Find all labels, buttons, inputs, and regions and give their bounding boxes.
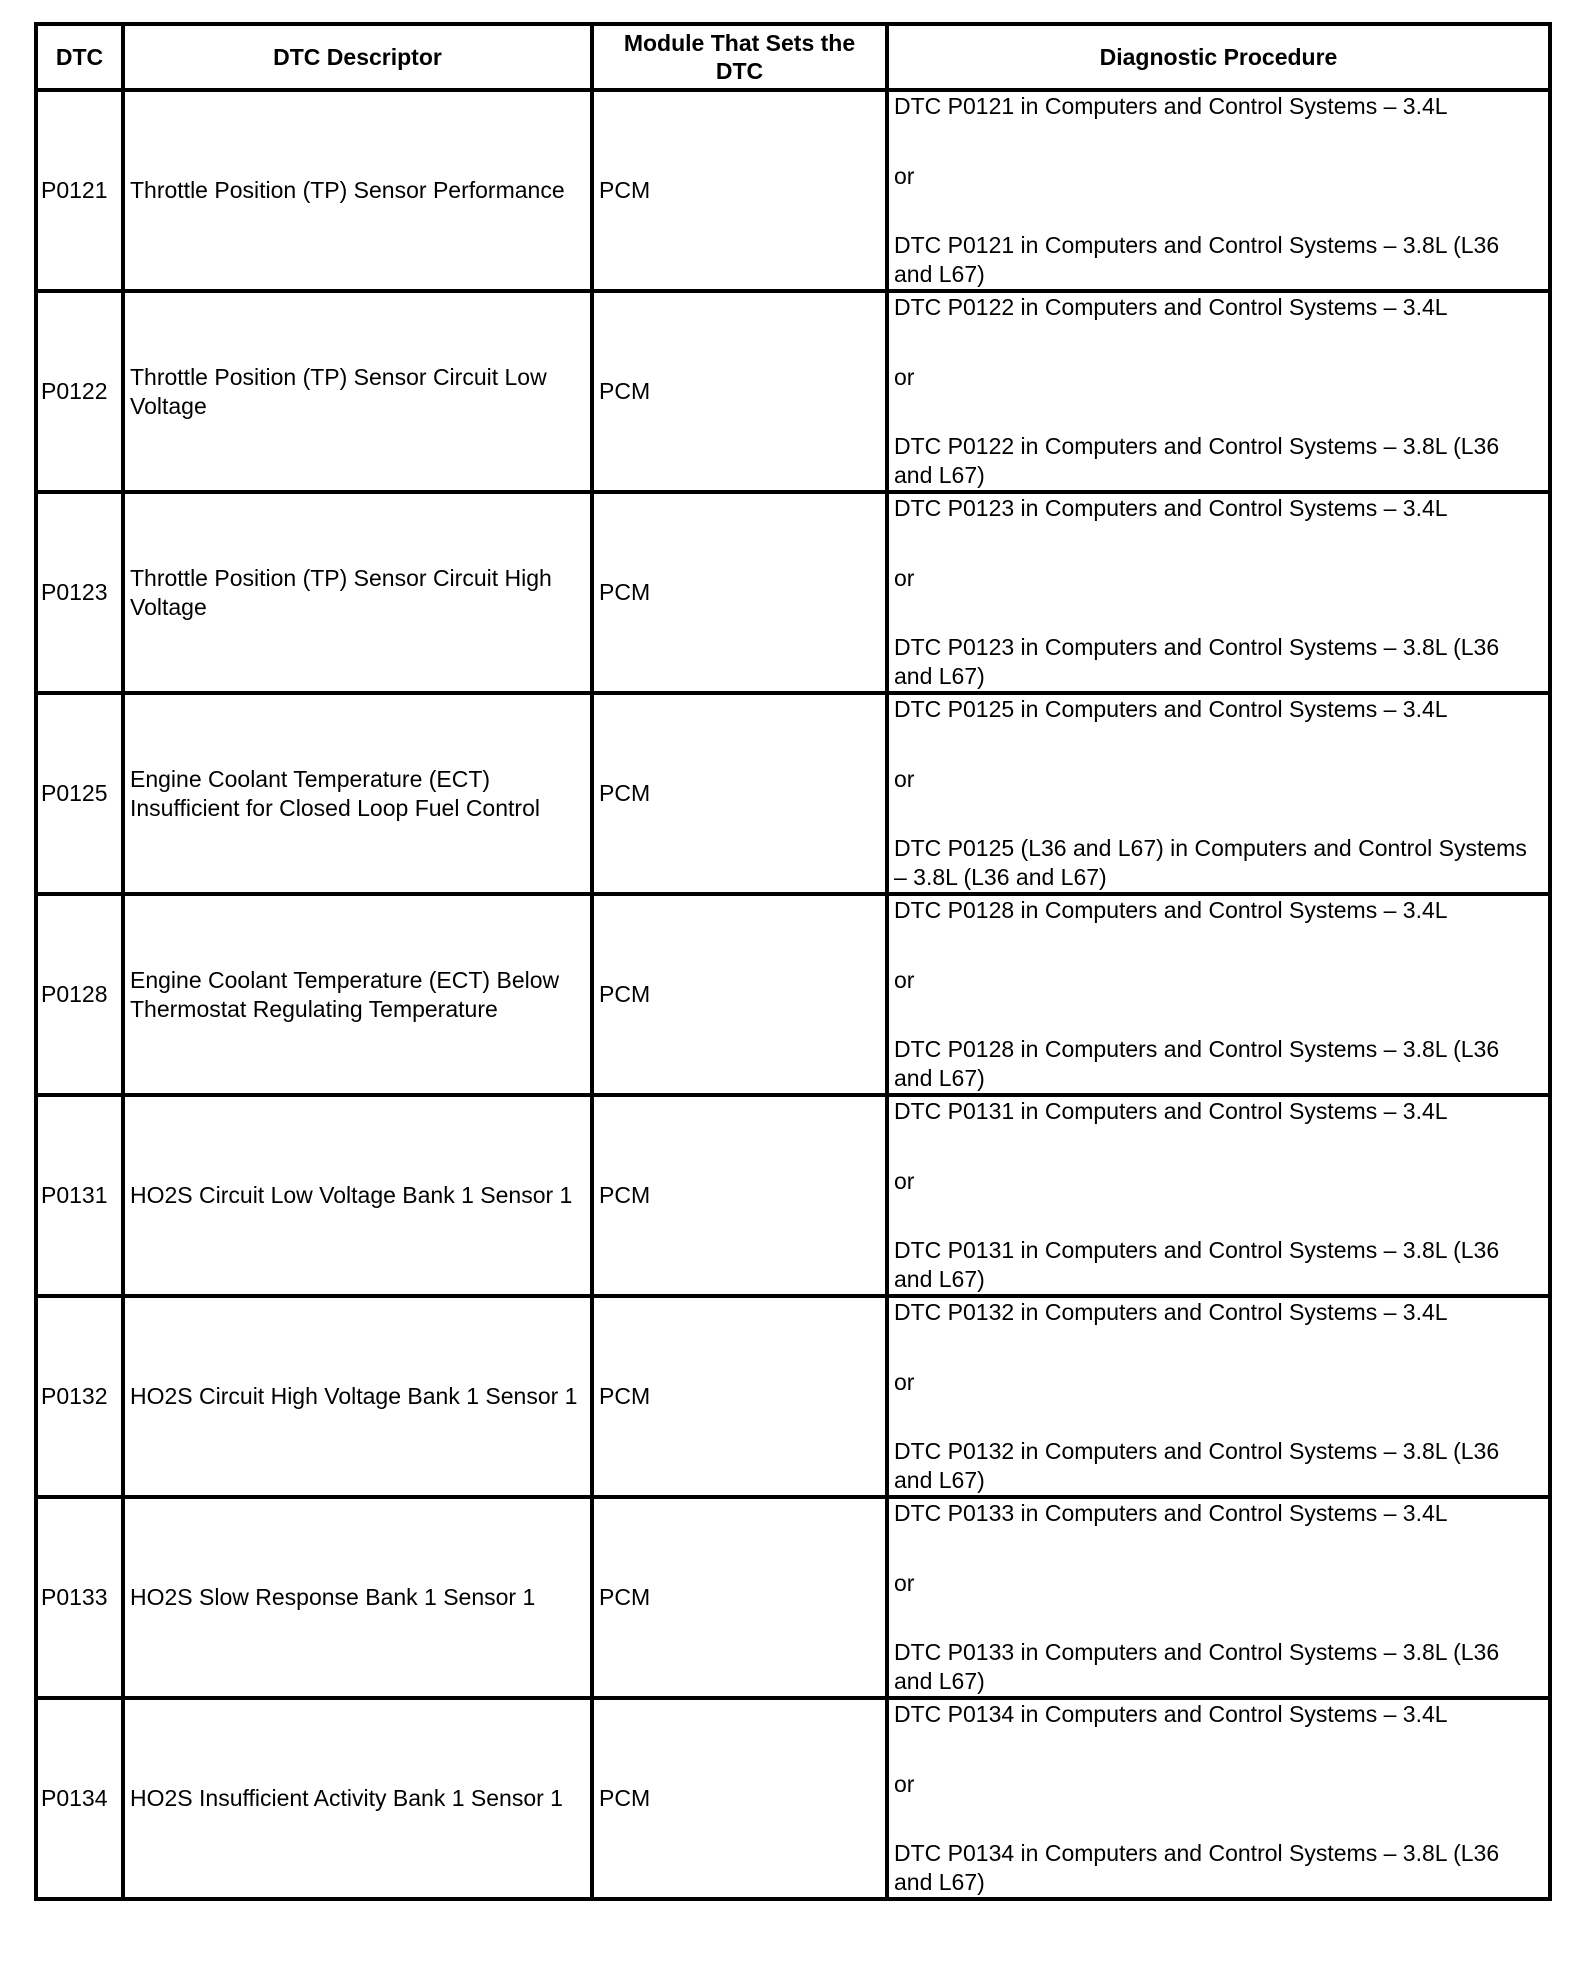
table-row <box>36 1095 1550 1296</box>
header-row <box>36 24 1550 90</box>
procedure-or: or <box>894 1167 915 1194</box>
procedure-or: or <box>894 162 915 189</box>
dtc-descriptor: HO2S Circuit High Voltage Bank 1 Sensor 1 <box>123 1296 592 1497</box>
table-body <box>36 90 1550 1899</box>
procedure-link-3-8l[interactable]: DTC P0132 in Computers and Control Systems – 3.8L (L36 and L67) <box>894 1438 1500 1493</box>
dtc-descriptor: Throttle Position (TP) Sensor Circuit Low Voltage <box>123 291 592 492</box>
header-descriptor: DTC Descriptor <box>123 24 592 90</box>
table-row <box>36 492 1550 693</box>
dtc-code: P0133 <box>36 1497 123 1698</box>
procedure-or: or <box>894 765 915 792</box>
table-row <box>36 894 1550 1095</box>
diagnostic-procedure <box>887 693 1550 894</box>
procedure-link-3-4l[interactable]: DTC P0122 in Computers and Control Systems – 3.4L <box>894 294 1448 320</box>
procedure-link-3-8l[interactable]: DTC P0122 in Computers and Control Systems – 3.8L (L36 and L67) <box>894 433 1500 488</box>
procedure-link-3-4l[interactable]: DTC P0134 in Computers and Control Systems – 3.4L <box>894 1701 1448 1727</box>
table-row <box>36 1698 1550 1899</box>
procedure-link-3-4l[interactable]: DTC P0128 in Computers and Control Systems – 3.4L <box>894 897 1448 923</box>
module-name: PCM <box>592 894 887 1095</box>
procedure-or: or <box>894 564 915 591</box>
table-row <box>36 1497 1550 1698</box>
header-procedure: Diagnostic Procedure <box>887 24 1550 90</box>
dtc-code: P0134 <box>36 1698 123 1899</box>
table-header <box>36 24 1550 90</box>
diagnostic-procedure <box>887 1497 1550 1698</box>
dtc-code: P0125 <box>36 693 123 894</box>
procedure-or: or <box>894 1368 915 1395</box>
table-row <box>36 291 1550 492</box>
procedure-link-3-4l[interactable]: DTC P0133 in Computers and Control Systems – 3.4L <box>894 1500 1448 1526</box>
dtc-descriptor: HO2S Circuit Low Voltage Bank 1 Sensor 1 <box>123 1095 592 1296</box>
procedure-link-3-8l[interactable]: DTC P0128 in Computers and Control Systems – 3.8L (L36 and L67) <box>894 1036 1500 1091</box>
module-name: PCM <box>592 90 887 291</box>
dtc-table <box>34 22 1552 1901</box>
procedure-or: or <box>894 1569 915 1596</box>
table-row <box>36 1296 1550 1497</box>
module-name: PCM <box>592 1095 887 1296</box>
procedure-link-3-8l[interactable]: DTC P0131 in Computers and Control Systems – 3.8L (L36 and L67) <box>894 1237 1500 1292</box>
dtc-descriptor: Engine Coolant Temperature (ECT) Below Thermostat Regulating Temperature <box>123 894 592 1095</box>
diagnostic-procedure <box>887 1296 1550 1497</box>
module-name: PCM <box>592 291 887 492</box>
dtc-code: P0121 <box>36 90 123 291</box>
procedure-or: or <box>894 363 915 390</box>
header-dtc: DTC <box>36 24 123 90</box>
dtc-code: P0123 <box>36 492 123 693</box>
dtc-code: P0128 <box>36 894 123 1095</box>
dtc-descriptor: Engine Coolant Temperature (ECT) Insufficient for Closed Loop Fuel Control <box>123 693 592 894</box>
dtc-code: P0132 <box>36 1296 123 1497</box>
procedure-or: or <box>894 1770 915 1797</box>
header-module: Module That Sets the DTC <box>592 24 887 90</box>
module-name: PCM <box>592 1698 887 1899</box>
dtc-descriptor: HO2S Slow Response Bank 1 Sensor 1 <box>123 1497 592 1698</box>
module-name: PCM <box>592 693 887 894</box>
procedure-link-3-8l[interactable]: DTC P0121 in Computers and Control Systems – 3.8L (L36 and L67) <box>894 232 1500 287</box>
procedure-link-3-4l[interactable]: DTC P0131 in Computers and Control Systems – 3.4L <box>894 1098 1448 1124</box>
procedure-link-3-8l[interactable]: DTC P0134 in Computers and Control Systems – 3.8L (L36 and L67) <box>894 1840 1500 1895</box>
dtc-descriptor: Throttle Position (TP) Sensor Performance <box>123 90 592 291</box>
diagnostic-procedure <box>887 1095 1550 1296</box>
procedure-link-3-4l[interactable]: DTC P0132 in Computers and Control Systems – 3.4L <box>894 1299 1448 1325</box>
diagnostic-procedure <box>887 90 1550 291</box>
dtc-code: P0122 <box>36 291 123 492</box>
dtc-code: P0131 <box>36 1095 123 1296</box>
dtc-descriptor: HO2S Insufficient Activity Bank 1 Sensor 1 <box>123 1698 592 1899</box>
procedure-link-3-8l[interactable]: DTC P0123 in Computers and Control Systems – 3.8L (L36 and L67) <box>894 634 1500 689</box>
procedure-link-3-8l[interactable]: DTC P0125 (L36 and L67) in Computers and Control Systems – 3.8L (L36 and L67) <box>894 835 1527 890</box>
procedure-link-3-4l[interactable]: DTC P0121 in Computers and Control Systems – 3.4L <box>894 93 1448 119</box>
module-name: PCM <box>592 1296 887 1497</box>
table-row <box>36 693 1550 894</box>
procedure-link-3-4l[interactable]: DTC P0125 in Computers and Control Systems – 3.4L <box>894 696 1448 722</box>
module-name: PCM <box>592 1497 887 1698</box>
table-row <box>36 90 1550 291</box>
procedure-or: or <box>894 966 915 993</box>
procedure-link-3-4l[interactable]: DTC P0123 in Computers and Control Systems – 3.4L <box>894 495 1448 521</box>
diagnostic-procedure <box>887 894 1550 1095</box>
diagnostic-procedure <box>887 291 1550 492</box>
diagnostic-procedure <box>887 1698 1550 1899</box>
module-name: PCM <box>592 492 887 693</box>
diagnostic-procedure <box>887 492 1550 693</box>
dtc-descriptor: Throttle Position (TP) Sensor Circuit High Voltage <box>123 492 592 693</box>
procedure-link-3-8l[interactable]: DTC P0133 in Computers and Control Systems – 3.8L (L36 and L67) <box>894 1639 1500 1694</box>
